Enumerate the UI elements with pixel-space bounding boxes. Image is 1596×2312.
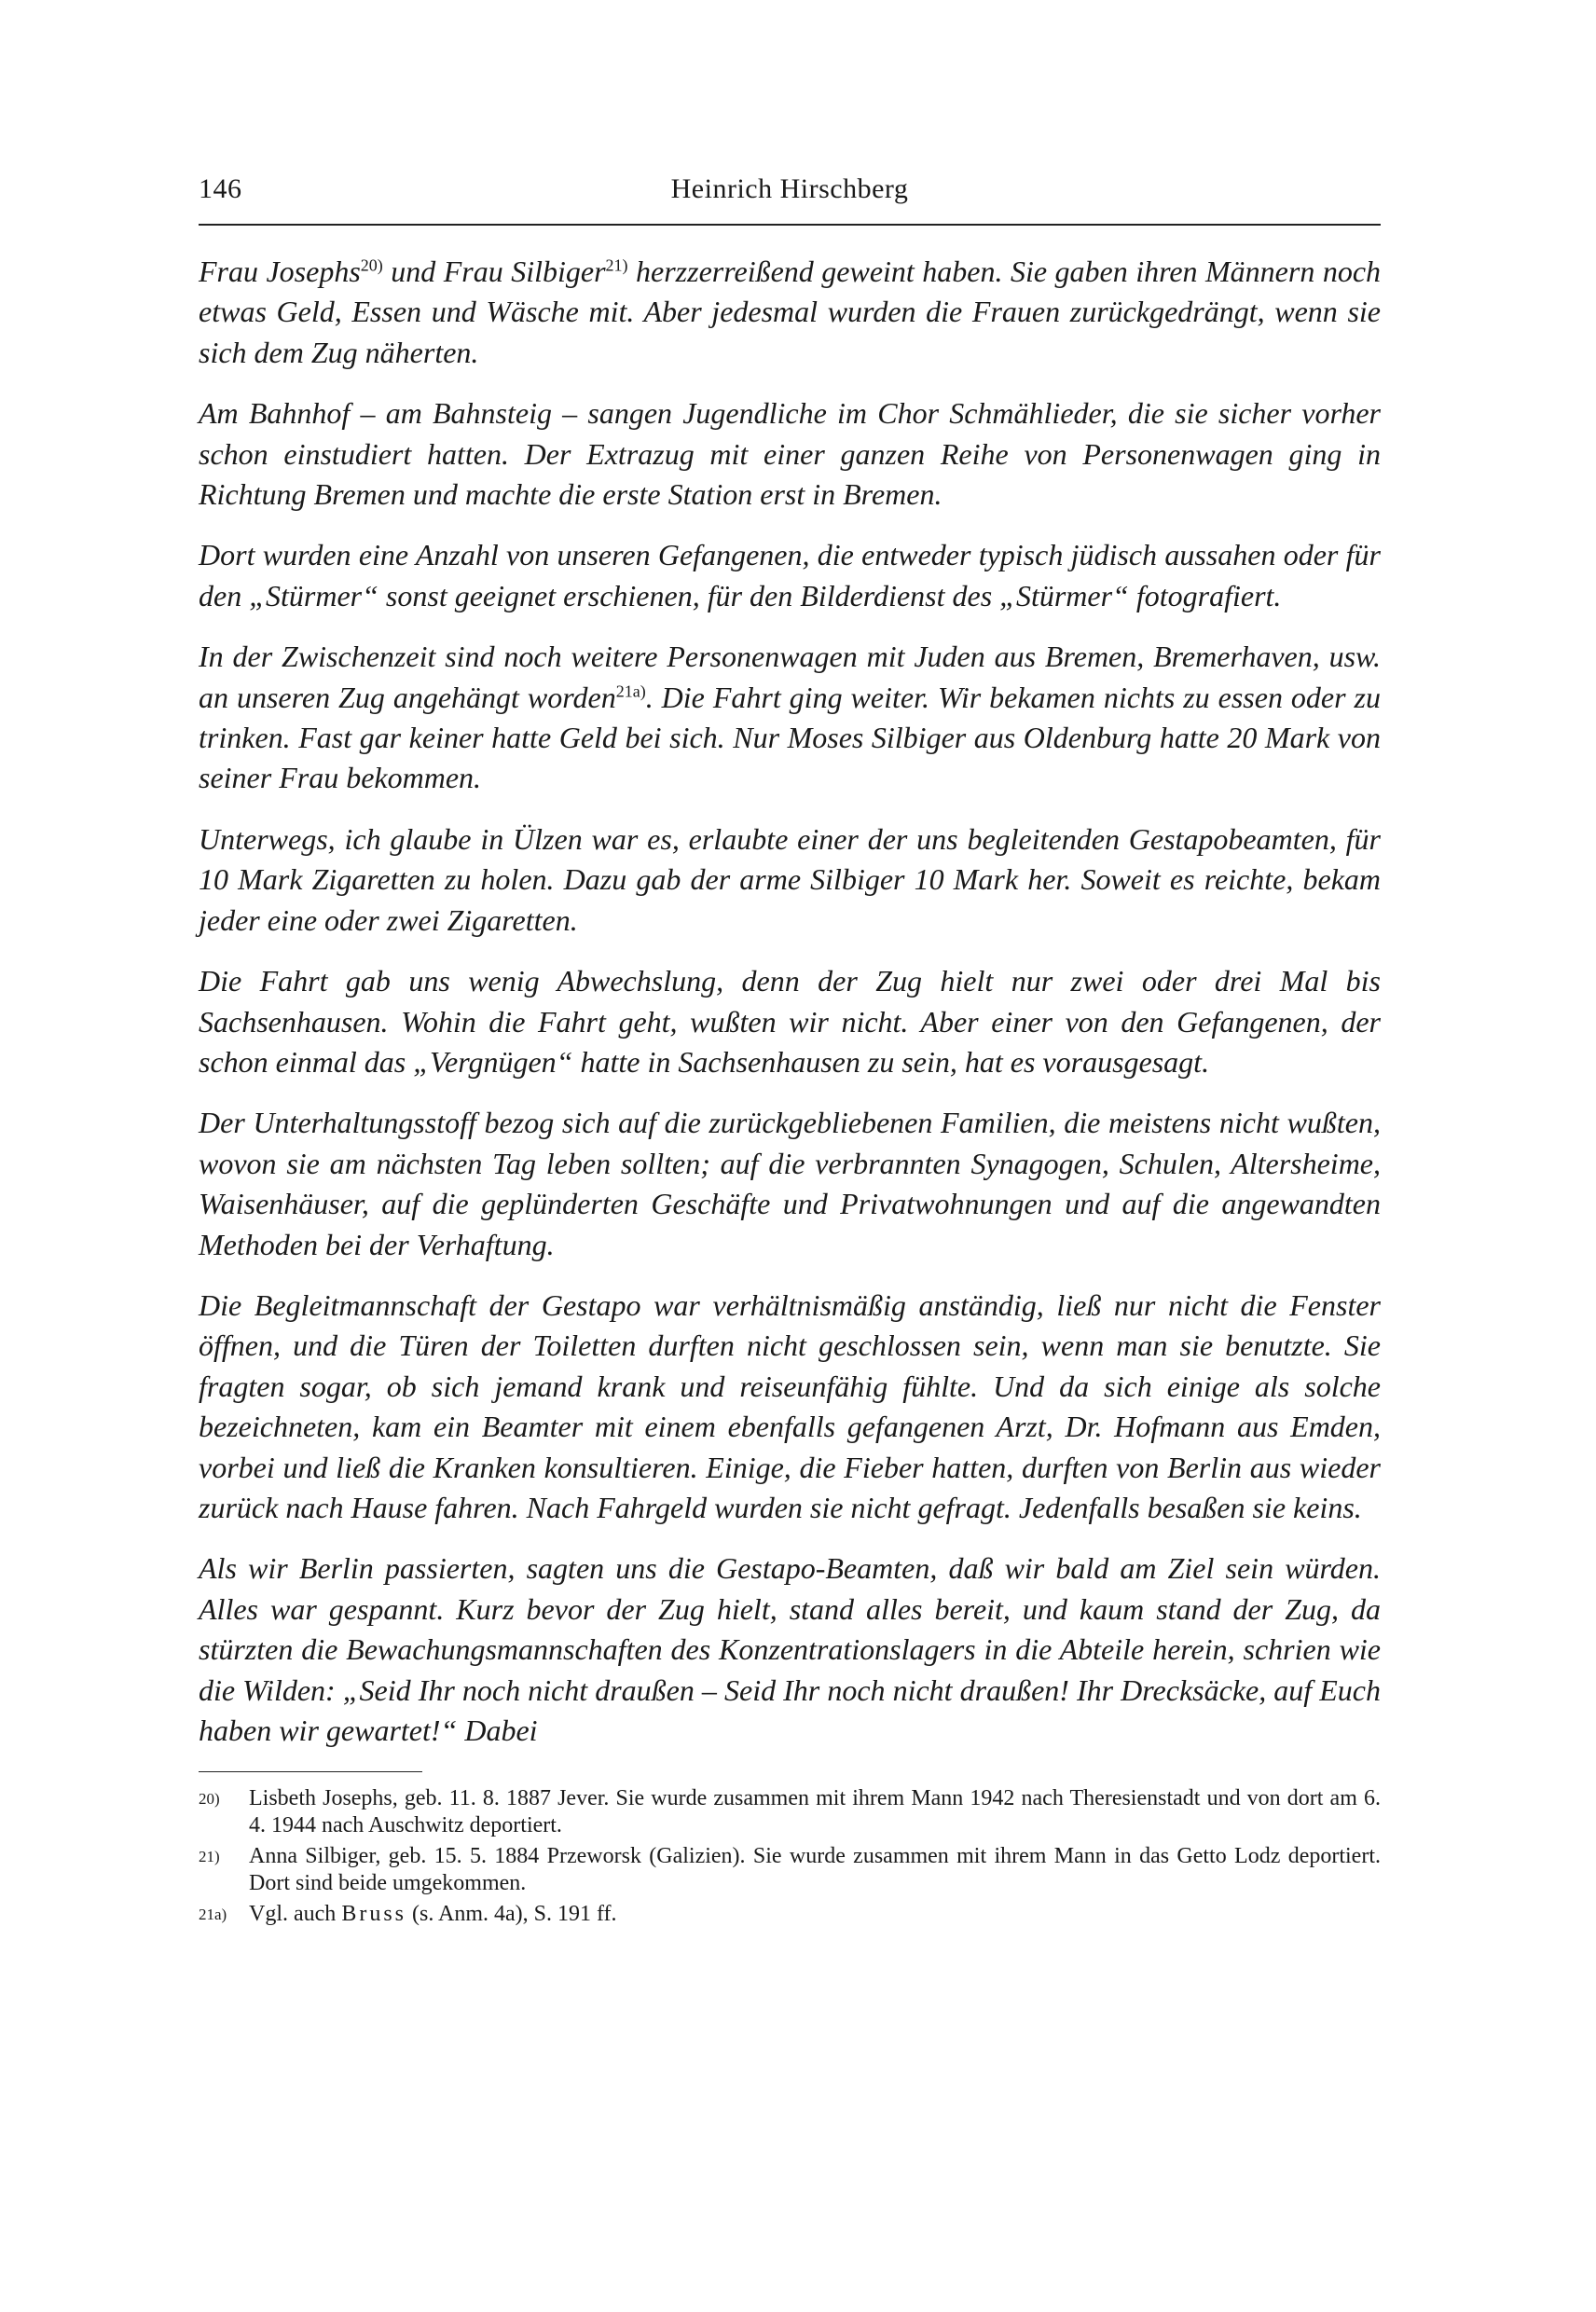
footnote-ref-21[interactable]: 21) xyxy=(605,255,628,275)
paragraph-6: Die Fahrt gab uns wenig Abwechslung, denn der Zug hielt nur zwei oder drei Mal bis Sachsenhausen. Wohin die Fahrt geht, wußten wir nicht. Aber einer von den Gefangenen, der schon einmal das „Vergnügen“ hatte in Sachsenhausen zu sein, hat es vorausgesagt. xyxy=(199,964,1381,1079)
paragraph-4: In der Zwischenzeit sind noch weitere Personenwagen mit Juden aus Bremen, Bremerhaven, usw. an unseren Zug angehängt worden$^{21a)}$. Die Fahrt ging weiter. Wir bekamen nichts zu essen oder zu trinken. Fast gar keiner hatte Geld bei sich. Nur Moses Silbiger aus Oldenburg hatte 20 Mark von seiner Frau bekommen. xyxy=(199,640,1382,795)
footnote-21a xyxy=(199,1901,1381,1928)
paragraph-7: Der Unterhaltungsstoff bezog sich auf die zurückgebliebenen Familien, die meistens nicht wußten, wovon sie am nächsten Tag leben sollten; auf die verbrannten Synagogen, Schulen, Altersheime, Waisenhäuser, auf die geplünderten Geschäfte und Privatwohnungen und auf die angewandten Methoden bei der Verhaftung. xyxy=(199,1106,1381,1261)
author-name: Bruss xyxy=(341,1902,406,1927)
running-title: Heinrich Hirschberg xyxy=(670,173,909,204)
page-number: 146 xyxy=(199,173,242,204)
footnote-mark: 20) xyxy=(199,1790,220,1809)
paragraph-8: Die Begleitmannschaft der Gestapo war verhältnismäßig anständig, ließ nur nicht die Fenster öffnen, und die Türen der Toiletten durften nicht geschlossen sein, wenn man sie benutzte. Sie fragten sogar, ob sich jemand krank und reiseunfähig fühlte. Und da sich einige als solche bezeichneten, kam ein Beamter mit einem ebenfalls gefangenen Arzt, Dr. Hofmann aus Emden, vorbei und ließ die Kranken konsultieren. Einige, die Fieber hatten, durften von Berlin aus wieder zurück nach Hause fahren. Nach Fahrgeld wurden sie nicht gefragt. Jedenfalls besaßen sie keins. xyxy=(199,1287,1381,1524)
paragraph-2: Am Bahnhof – am Bahnsteig – sangen Jugendliche im Chor Schmählieder, die sie sicher vorher schon einstudiert hatten. Der Extrazug mit einer ganzen Reihe von Personenwagen ging in Richtung Bremen und machte die erste Station erst in Bremen. xyxy=(199,396,1381,512)
book-page xyxy=(199,166,1381,1932)
paragraph-9: Als wir Berlin passierten, sagten uns die Gestapo-Beamten, daß wir bald am Ziel sein würden. Alles war gespannt. Kurz bevor der Zug hielt, stand alles bereit, und kaum stand der Zug, da stürzten die Bewachungsmannschaften des Konzentrationslagers in die Abteile herein, schrien wie die Wilden: „Seid Ihr noch nicht draußen – Seid Ihr noch nicht draußen! Ihr Drecksäcke, auf Euch haben wir gewartet!“ Dabei xyxy=(199,1551,1381,1747)
footnote-mark: 21) xyxy=(199,1848,220,1866)
header-rule xyxy=(199,224,1381,226)
footnote-ref-20[interactable]: 20) xyxy=(360,255,383,275)
footnote-21 xyxy=(199,1843,1381,1897)
paragraph-3: Dort wurden eine Anzahl von unseren Gefangenen, die entweder typisch jüdisch aussahen oder für den „Stürmer“ sonst geeignet erschienen, für den Bilderdienst des „Stürmer“ fotografiert. xyxy=(199,538,1381,612)
paragraph-1: Frau Josephs$^{20)}$ und Frau Silbiger$^{21)}$ herzzerreißend geweint haben. Sie gaben ihren Männern noch etwas Geld, Essen und Wäsche mit. Aber jedesmal wurden die Frauen zurückgedrängt, wenn sie sich dem Zug näherten. xyxy=(199,255,1382,369)
footnote-text: Anna Silbiger, geb. 15. 5. 1884 Przeworsk (Galizien). Sie wurde zusammen mit ihrem Mann in das Getto Lodz deportiert. Dort sind beide umgekommen. xyxy=(249,1844,1381,1896)
footnote-20 xyxy=(199,1785,1381,1839)
footnote-rule xyxy=(199,1771,422,1772)
footnote-ref-21a[interactable]: 21a) xyxy=(615,681,646,700)
footnote-mark: 21a) xyxy=(199,1906,227,1924)
footnote-text: Vgl. auch Bruss (s. Anm. 4a), S. 191 ff. xyxy=(249,1902,617,1927)
page-header xyxy=(199,166,1381,213)
footnote-text: Lisbeth Josephs, geb. 11. 8. 1887 Jever. Sie wurde zusammen mit ihrem Mann 1942 nach Theresienstadt und von dort am 6. 4. 1944 nach Auschwitz deportiert. xyxy=(249,1786,1381,1838)
paragraph-5: Unterwegs, ich glaube in Ülzen war es, erlaubte einer der uns begleitenden Gestapobeamten, für 10 Mark Zigaretten zu holen. Dazu gab der arme Silbiger 10 Mark her. Soweit es reichte, bekam jeder eine oder zwei Zigaretten. xyxy=(199,821,1381,937)
body-text xyxy=(199,252,1381,1751)
footnotes xyxy=(199,1785,1381,1928)
